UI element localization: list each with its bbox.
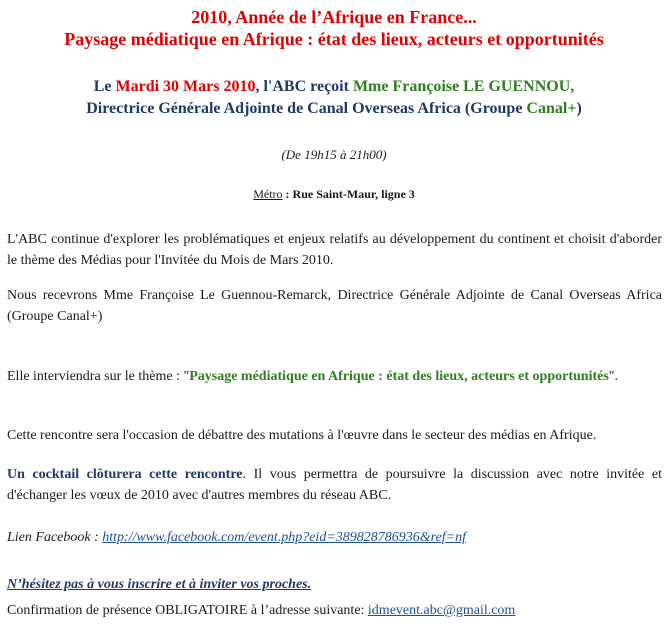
paragraph-intro: L'ABC continue d'explorer les problématiques et enjeux relatifs au développement du continent et choisit d'aborder le thème des Médias pour l'Invitée du Mois de Mars 2010. (7, 232, 662, 268)
event-date: Mardi 30 Mars 2010 (115, 78, 256, 95)
metro-info (0, 187, 668, 201)
theme-title: Paysage médiatique en Afrique : état des lieux, acteurs et opportunités (189, 369, 609, 384)
guest-name: Mme Françoise LE GUENNOU, (352, 78, 575, 95)
facebook-label: Lien Facebook : (7, 530, 103, 545)
invite-line: N’hésitez pas à vous inscrire et à inviter vos proches. (7, 577, 312, 592)
canal-plus: Canal+ (526, 100, 577, 117)
metro-value: : Rue Saint-Maur, ligne 3 (282, 187, 415, 201)
paragraph-cocktail (7, 464, 662, 506)
intro-line-1 (0, 76, 668, 98)
cocktail-rest: . Il vous permettra de poursuivre la discussion avec notre invitée et d'échanger les vœux de 2010 avec d'autres membres du réseau ABC. (7, 467, 662, 503)
paragraph-theme (7, 366, 662, 387)
event-time: (De 19h15 à 21h00) (281, 147, 387, 162)
facebook-line (7, 527, 662, 548)
metro-label: Métro (253, 187, 283, 201)
header-title: 2010, Année de l’Afrique en France... (191, 7, 477, 27)
confirm-text: Confirmation de présence OBLIGATOIRE à l’adresse suivante: (7, 603, 368, 618)
intro-abc-recoit: , l'ABC reçoit (255, 78, 353, 95)
guest-title: Directrice Générale Adjointe de Canal Overseas Africa (Groupe (86, 100, 527, 117)
paragraph-debate: Cette rencontre sera l'occasion de débattre des mutations à l'œuvre dans le secteur des médias en Afrique. (7, 428, 597, 443)
paragraph-guest: Nous recevrons Mme Françoise Le Guennou-Remarck, Directrice Générale Adjointe de Canal Overseas Africa (Groupe Canal+) (7, 288, 662, 324)
intro-line-2 (0, 98, 668, 120)
intro-le: Le (93, 78, 116, 95)
guest-title-end: ) (576, 100, 582, 117)
theme-suffix: ". (608, 369, 619, 384)
theme-prefix: Elle interviendra sur le thème : " (7, 369, 190, 384)
confirm-line (7, 600, 662, 621)
email-link[interactable]: idmevent.abc@gmail.com (367, 603, 516, 618)
facebook-link[interactable]: http://www.facebook.com/event.php?eid=389828786936&ref=nf (102, 530, 467, 545)
cocktail-bold: Un cocktail clôturera cette rencontre (7, 467, 243, 482)
header-subtitle: Paysage médiatique en Afrique : état des lieux, acteurs et opportunités (64, 29, 604, 49)
